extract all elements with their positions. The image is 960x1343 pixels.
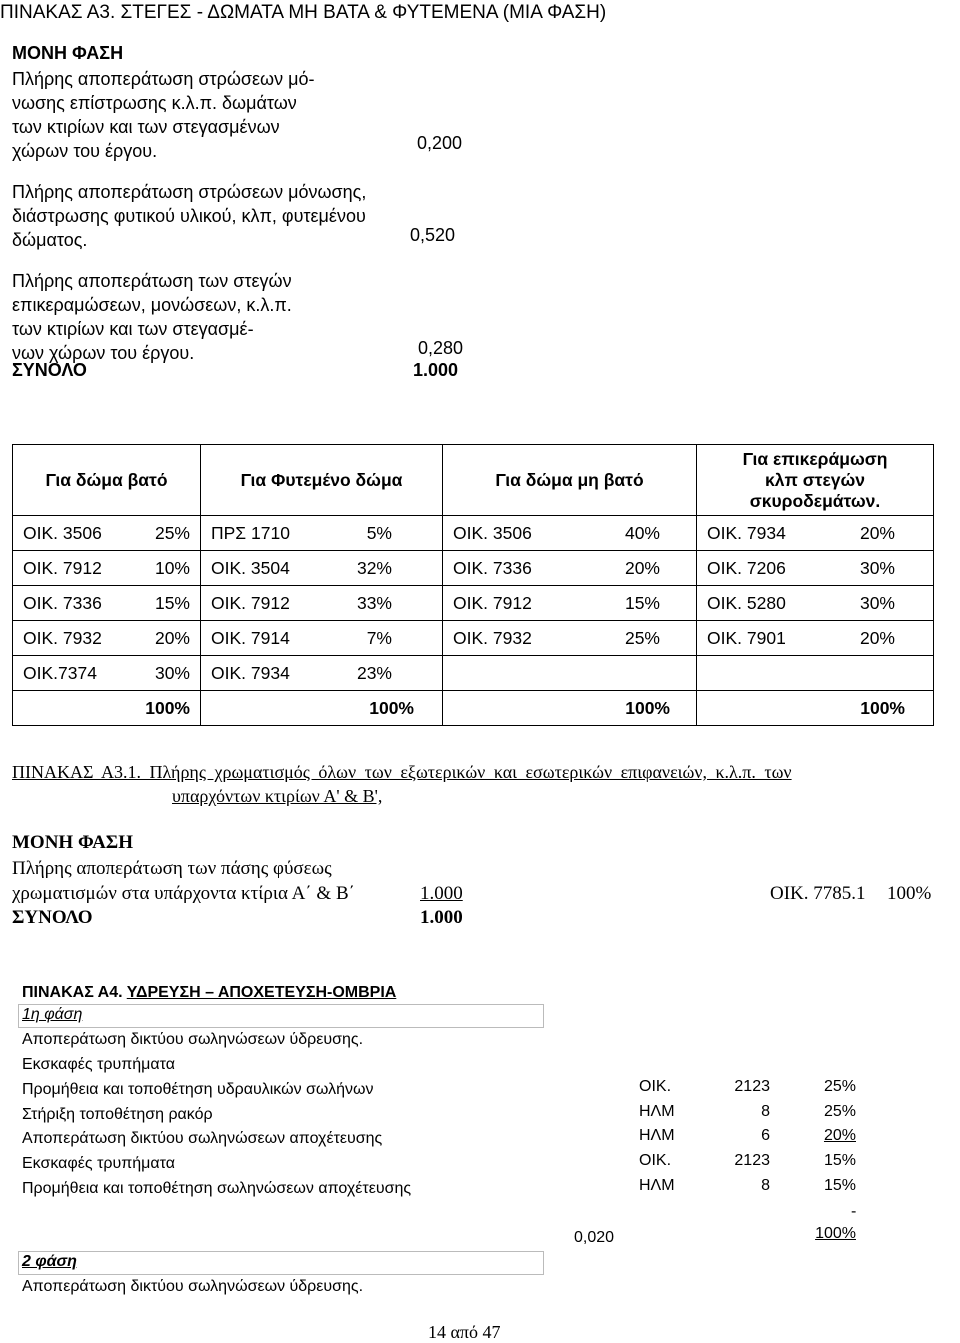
a31-total-label: ΣΥΝΟΛΟ	[12, 907, 93, 928]
table-cell	[13, 656, 201, 691]
cell-pct: 5%	[366, 522, 392, 543]
cell-pct: 20%	[624, 557, 660, 578]
cell-pct: 15%	[154, 592, 190, 613]
a4-code-pct: 15%	[823, 1177, 856, 1194]
a3-item3	[12, 269, 292, 365]
table-cell	[201, 656, 443, 691]
a4-line: Προμήθεια και τοποθέτηση σωληνώσεων αποχέτευσης	[22, 1180, 412, 1197]
table-row	[13, 551, 934, 586]
cell-pct: 25%	[624, 627, 660, 648]
table-cell	[13, 516, 201, 551]
a31-title-line2: υπαρχόντων κτιρίων Α' & Β',	[172, 786, 383, 806]
header-cell: Για Φυτεμένο δώμα	[201, 445, 443, 516]
cell-code: ΟΙΚ. 7336	[453, 557, 532, 578]
a3-total-label: ΣΥΝΟΛΟ	[12, 360, 87, 380]
a4-phase2-box	[18, 1251, 544, 1275]
cell-code: ΠΡΣ 1710	[211, 522, 290, 543]
table-cell	[443, 621, 697, 656]
a3-item2-line: διάστρωσης φυτικού υλικού, κλπ, φυτεμένου	[12, 206, 366, 226]
cell-code: ΟΙΚ. 7206	[707, 557, 786, 578]
a4-title-rest: ΥΔΡΕΥΣΗ – ΑΠΟΧΕΤΕΥΣΗ-ΟΜΒΡΙΑ	[126, 984, 397, 1001]
table-cell	[201, 516, 443, 551]
cell-code: ΟΙΚ. 3504	[211, 557, 290, 578]
a31-item-line2: χρωματισμών στα υπάρχοντα κτίρια Α΄ & Β΄	[12, 883, 355, 904]
a31-item-pct: 100%	[887, 883, 932, 904]
cell-code: ΟΙΚ. 3506	[453, 522, 532, 543]
cell-code: ΟΙΚ. 3506	[23, 522, 102, 543]
a3-item2-line: Πλήρης αποπεράτωση στρώσεων μόνωσης,	[12, 182, 367, 202]
a3-phase: ΜΟΝΗ ΦΑΣΗ	[12, 43, 124, 63]
a4-code-pct: 20%	[823, 1127, 856, 1144]
a3-item3-value: 0,280	[418, 338, 464, 358]
a4-line: Εκσκαφές τρυπήματα	[22, 1056, 175, 1073]
a31-item-code: ΟΙΚ. 7785.1	[770, 883, 866, 904]
cell-pct: 15%	[624, 592, 660, 613]
a3-item3-line: επικεραμώσεων, μονώσεων, κ.λ.π.	[12, 295, 292, 315]
a4-dash: -	[851, 1203, 857, 1220]
a3-total-value: 1.000	[413, 360, 459, 380]
a4-line: Στήριξη τοποθέτηση ρακόρ	[22, 1106, 213, 1123]
a4-code-num: 6	[761, 1127, 770, 1144]
a31-item-value: 1.000	[420, 883, 463, 904]
cell-pct: 23%	[356, 662, 392, 683]
a3-title: ΠΙΝΑΚΑΣ Α3. ΣΤΕΓΕΣ - ΔΩΜΑΤΑ ΜΗ ΒΑΤΑ & ΦΥΤΕΜΕΝΑ (ΜΙΑ ΦΑΣΗ)	[0, 2, 607, 23]
a3-item1-line: των κτιρίων και των στεγασμένων	[12, 117, 280, 137]
cell-code: ΟΙΚ.7374	[23, 662, 97, 683]
cell-pct: 30%	[154, 662, 190, 683]
table-cell	[443, 551, 697, 586]
a4-code-num: 2123	[734, 1078, 770, 1095]
table-row	[13, 621, 934, 656]
cell-pct: 25%	[154, 522, 190, 543]
a4-line: Εκσκαφές τρυπήματα	[22, 1155, 175, 1172]
a4-code-num: 8	[761, 1177, 770, 1194]
table-cell	[697, 621, 934, 656]
header-cell: Για επικεράμωση κλπ στεγών σκυροδεμάτων.	[697, 445, 934, 516]
a4-phase1: 1η φάση	[22, 1006, 83, 1023]
table-cell	[697, 586, 934, 621]
cell-code: ΟΙΚ. 7912	[211, 592, 290, 613]
a31-total-value: 1.000	[420, 907, 463, 928]
cell-pct: 20%	[154, 627, 190, 648]
a3-item3-line: νων χώρων του έργου.	[12, 343, 195, 363]
table-cell	[697, 551, 934, 586]
cell-code: ΟΙΚ. 7934	[707, 522, 786, 543]
a4-code-unit: ΟΙΚ.	[639, 1152, 672, 1169]
cell-pct: 20%	[859, 522, 895, 543]
cell-code: ΟΙΚ. 7336	[23, 592, 102, 613]
table-row	[13, 516, 934, 551]
cell-code: ΟΙΚ. 7932	[453, 627, 532, 648]
a3-item2-value: 0,520	[410, 225, 456, 245]
a3-item1-line: νωσης επίστρωσης κ.λ.π. δωμάτων	[12, 93, 297, 113]
a3-item2	[12, 180, 366, 252]
table-header-row	[13, 445, 934, 516]
a3-item1-value: 0,200	[417, 133, 463, 153]
cell-pct: 40%	[624, 522, 660, 543]
cell-code: ΟΙΚ. 5280	[707, 592, 786, 613]
a4-code-pct: 25%	[823, 1078, 856, 1095]
header-cell: Για δώμα βατό	[13, 445, 201, 516]
page-number: 14 από 47	[428, 1322, 501, 1342]
cell-pct: 7%	[366, 627, 392, 648]
a3-item1	[12, 67, 314, 163]
table-cell	[697, 656, 934, 691]
cell-code: ΟΙΚ. 7914	[211, 627, 290, 648]
cell-pct: 20%	[859, 627, 895, 648]
a4-title	[22, 984, 396, 1002]
a4-title-prefix: ΠΙΝΑΚΑΣ Α4.	[22, 984, 123, 1001]
a4-phase2-line: Αποπεράτωση δικτύου σωληνώσεων ύδρευσης.	[22, 1278, 364, 1295]
a3-item2-line: δώματος.	[12, 230, 88, 250]
a4-value: 0,020	[574, 1229, 615, 1246]
cell-pct: 10%	[154, 557, 190, 578]
a4-code-pct: 15%	[823, 1152, 856, 1169]
table-row	[13, 656, 934, 691]
table-cell	[697, 516, 934, 551]
a4-phase1-box	[18, 1004, 544, 1028]
table-cell	[13, 551, 201, 586]
a31-title-line1: ΠΙΝΑΚΑΣ Α3.1. Πλήρης χρωματισμός όλων των εξωτερικών και εσωτερικών επιφανειών, κ.λ.π. των	[12, 762, 792, 782]
total-cell: 100%	[201, 691, 443, 726]
a3-item1-line: Πλήρης αποπεράτωση στρώσεων μό-	[12, 69, 315, 89]
header-cell: Για δώμα μη βατό	[443, 445, 697, 516]
table-cell	[201, 551, 443, 586]
a4-phase2: 2 φάση	[22, 1253, 77, 1270]
table-cell	[201, 586, 443, 621]
table-cell	[443, 586, 697, 621]
a31-phase: ΜΟΝΗ ΦΑΣΗ	[12, 832, 133, 853]
a31-item-line1: Πλήρης αποπεράτωση των πάσης φύσεως	[12, 858, 332, 879]
a4-code-unit: ΗΛΜ	[639, 1177, 675, 1194]
a3-item3-line: των κτιρίων και των στεγασμέ-	[12, 319, 254, 339]
a4-code-unit: ΗΛΜ	[639, 1103, 675, 1120]
table-cell	[443, 516, 697, 551]
cell-pct: 30%	[859, 557, 895, 578]
a4-total-pct: 100%	[815, 1225, 856, 1242]
table-cell	[201, 621, 443, 656]
distribution-table	[12, 444, 934, 726]
a4-code-num: 2123	[734, 1152, 770, 1169]
table-total-row	[13, 691, 934, 726]
cell-pct: 30%	[859, 592, 895, 613]
total-cell: 100%	[443, 691, 697, 726]
table-cell	[13, 586, 201, 621]
a4-line: Αποπεράτωση δικτύου σωληνώσεων ύδρευσης.	[22, 1031, 364, 1048]
cell-code: ΟΙΚ. 7934	[211, 662, 290, 683]
a4-code-unit: ΗΛΜ	[639, 1127, 675, 1144]
a4-line: Αποπεράτωση δικτύου σωληνώσεων αποχέτευσης	[22, 1130, 383, 1147]
a4-code-pct: 25%	[823, 1103, 856, 1120]
total-cell: 100%	[13, 691, 201, 726]
a4-line: Προμήθεια και τοποθέτηση υδραυλικών σωλήνων	[22, 1081, 374, 1098]
a4-code-num: 8	[761, 1103, 770, 1120]
table-row	[13, 586, 934, 621]
table-cell	[13, 621, 201, 656]
cell-code: ΟΙΚ. 7912	[23, 557, 102, 578]
a3-item3-line: Πλήρης αποπεράτωση των στεγών	[12, 271, 292, 291]
cell-pct: 33%	[356, 592, 392, 613]
a4-code-unit: ΟΙΚ.	[639, 1078, 672, 1095]
a3-item1-line: χώρων του έργου.	[12, 141, 158, 161]
cell-code: ΟΙΚ. 7912	[453, 592, 532, 613]
cell-pct: 32%	[356, 557, 392, 578]
table-cell	[443, 656, 697, 691]
total-cell: 100%	[697, 691, 934, 726]
cell-code: ΟΙΚ. 7901	[707, 627, 786, 648]
cell-code: ΟΙΚ. 7932	[23, 627, 102, 648]
